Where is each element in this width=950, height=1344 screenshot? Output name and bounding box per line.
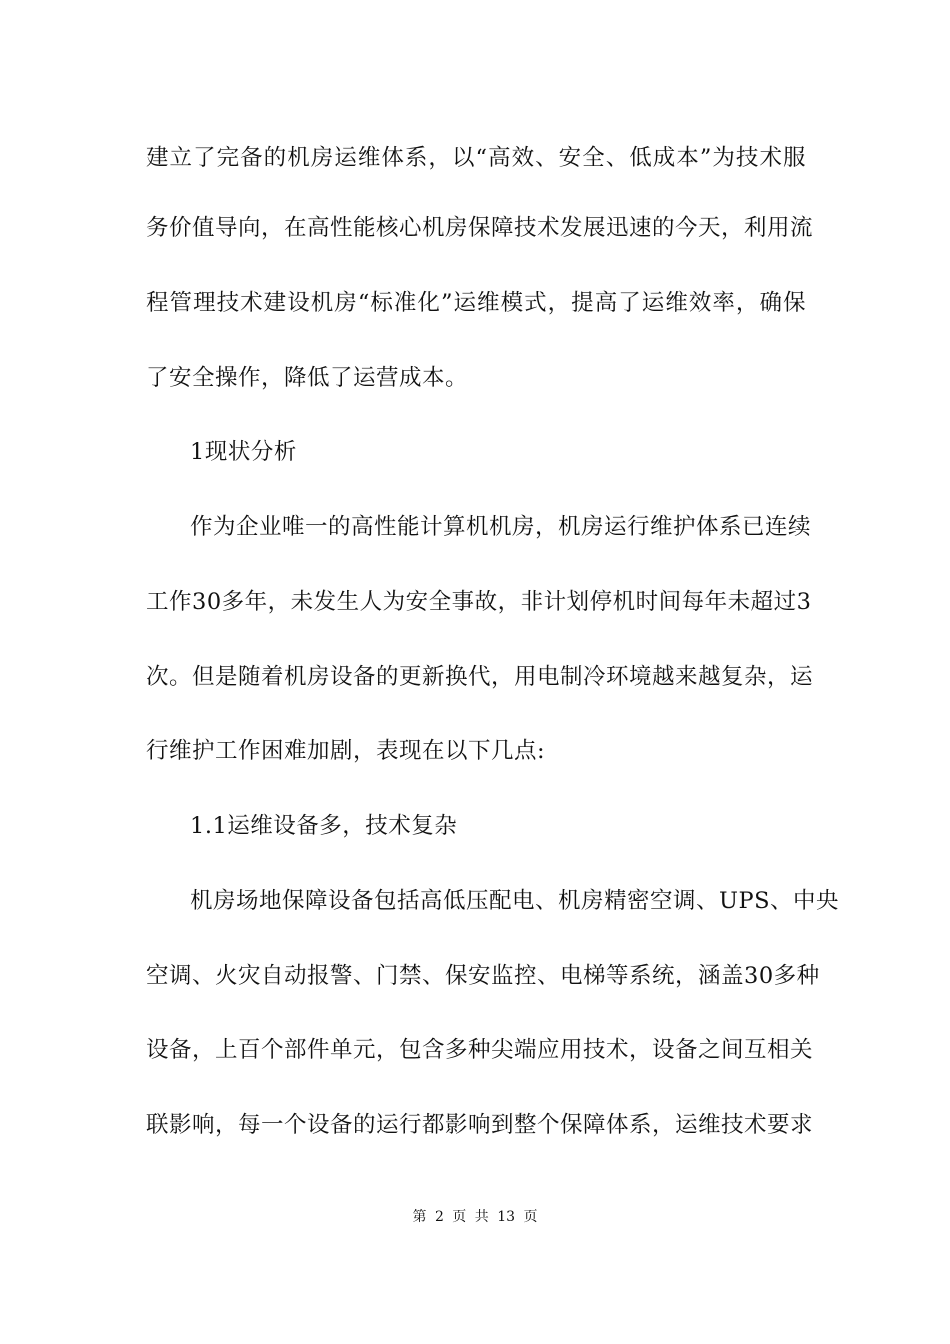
subsection-heading: 1.1运维设备多，技术复杂 — [190, 813, 458, 839]
paragraph-line: 务价值导向，在高性能核心机房保障技术发展迅速的今天，利用流 — [146, 215, 814, 241]
paragraph-line: 设备，上百个部件单元，包含多种尖端应用技术，设备之间互相关 — [146, 1037, 814, 1063]
paragraph-line: 空调、火灾自动报警、门禁、保安监控、电梯等系统，涵盖30多种 — [146, 963, 820, 989]
section-heading: 1现状分析 — [190, 439, 297, 465]
paragraph-line: 建立了完备的机房运维体系，以“高效、安全、低成本”为技术服 — [146, 145, 806, 171]
paragraph-line: 工作30多年，未发生人为安全事故，非计划停机时间每年未超过3 — [146, 589, 812, 615]
paragraph-line: 了安全操作，降低了运营成本。 — [146, 365, 469, 391]
paragraph-line: 作为企业唯一的高性能计算机机房，机房运行维护体系已连续 — [190, 514, 812, 540]
paragraph-line: 次。但是随着机房设备的更新换代，用电制冷环境越来越复杂，运 — [146, 664, 814, 690]
paragraph-line: 联影响，每一个设备的运行都影响到整个保障体系，运维技术要求 — [146, 1112, 814, 1138]
paragraph-line: 行维护工作困难加剧，表现在以下几点: — [146, 738, 546, 764]
paragraph-line: 机房场地保障设备包括高低压配电、机房精密空调、UPS、中央 — [190, 888, 840, 914]
paragraph-line: 程管理技术建设机房“标准化”运维模式，提高了运维效率，确保 — [146, 290, 806, 316]
page-footer: 第 2 页 共 13 页 — [412, 1209, 538, 1225]
